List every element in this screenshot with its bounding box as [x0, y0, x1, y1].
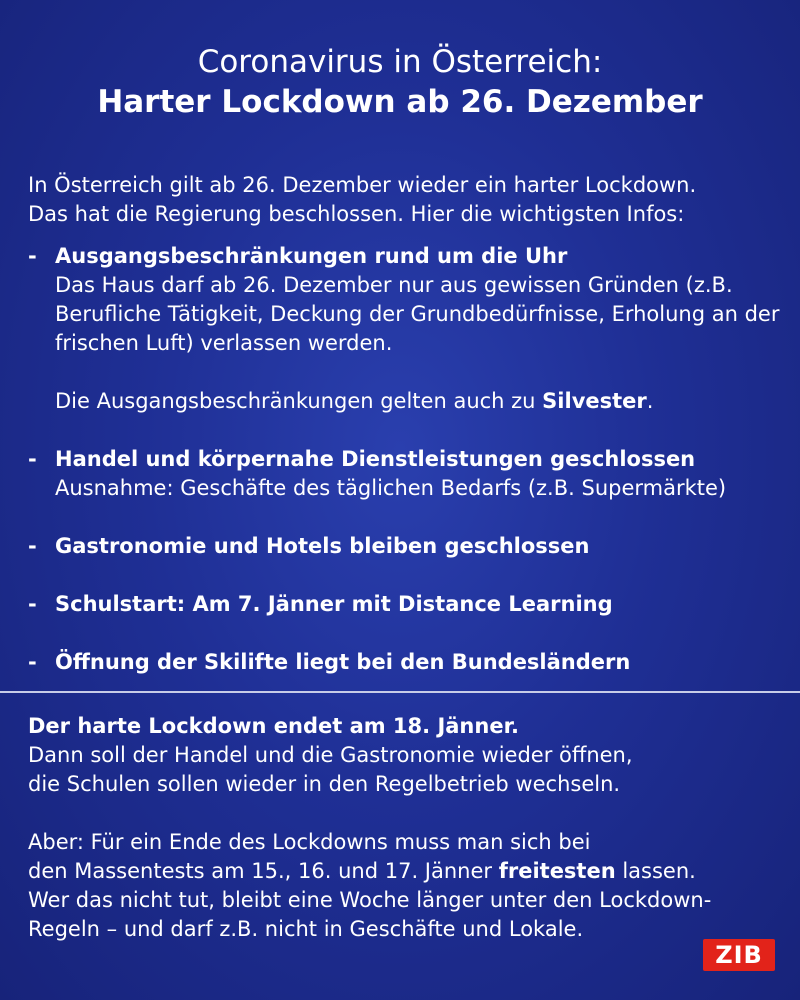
lockdown-end-section	[28, 712, 793, 973]
lockdown-end-heading: Der harte Lockdown endet am 18. Jänner.	[28, 714, 519, 738]
list-item	[28, 445, 788, 503]
info-list	[28, 242, 788, 706]
bullet-dash: -	[28, 447, 37, 471]
bullet-heading: Gastronomie und Hotels bleiben geschlossen	[55, 534, 590, 558]
paragraph-line: Dann soll der Handel und die Gastronomie wieder öffnen,	[28, 743, 633, 767]
freitesten-paragraph	[28, 828, 793, 944]
bullet-extra-text: Die Ausgangsbeschränkungen gelten auch zu	[55, 389, 543, 413]
bullet-heading: Schulstart: Am 7. Jänner mit Distance Learning	[55, 592, 613, 616]
intro-text	[28, 171, 788, 229]
bullet-heading: Öffnung der Skilifte liegt bei den Bundesländern	[55, 650, 631, 674]
section-divider	[0, 691, 800, 693]
paragraph-line: die Schulen sollen wieder in den Regelbetrieb wechseln.	[28, 772, 621, 796]
bullet-dash: -	[28, 244, 37, 268]
list-item	[28, 648, 788, 677]
title-line-2: Harter Lockdown ab 26. Dezember	[97, 84, 703, 120]
list-item	[28, 532, 788, 561]
bullet-body: Ausnahme: Geschäfte des täglichen Bedarfs (z.B. Supermärkte)	[55, 476, 727, 500]
list-item	[28, 242, 788, 416]
bullet-body: Das Haus darf ab 26. Dezember nur aus gewissen Gründen (z.B. Berufliche Tätigkeit, Deckung der Grundbedürfnisse, Erholung an der frischen Luft) verlassen werden.	[55, 273, 780, 355]
bullet-dash: -	[28, 592, 37, 616]
paragraph-text: lassen.	[615, 859, 696, 883]
bullet-dash: -	[28, 650, 37, 674]
bullet-extra-bold: Silvester	[542, 389, 647, 413]
bullet-dash: -	[28, 534, 37, 558]
list-item	[28, 590, 788, 619]
intro-line-1: In Österreich gilt ab 26. Dezember wieder ein harter Lockdown.	[28, 173, 697, 197]
bullet-heading: Handel und körpernahe Dienstleistungen geschlossen	[55, 447, 696, 471]
paragraph-line: Aber: Für ein Ende des Lockdowns muss man sich bei	[28, 830, 591, 854]
paragraph-line	[28, 857, 793, 886]
title-line-1: Coronavirus in Österreich:	[197, 44, 603, 80]
bullet-extra-end: .	[646, 389, 654, 413]
paragraph-line: Regeln – und darf z.B. nicht in Geschäfte und Lokale.	[28, 917, 584, 941]
paragraph-bold: freitesten	[498, 859, 616, 883]
bullet-heading: Ausgangsbeschränkungen rund um die Uhr	[55, 244, 568, 268]
zib-logo: ZIB	[703, 939, 775, 971]
bullet-extra	[55, 387, 788, 416]
lockdown-end-paragraph	[28, 712, 793, 799]
paragraph-line: Wer das nicht tut, bleibt eine Woche länger unter den Lockdown-	[28, 888, 712, 912]
intro-line-2: Das hat die Regierung beschlossen. Hier die wichtigsten Infos:	[28, 202, 685, 226]
page-title	[0, 42, 800, 122]
paragraph-text: den Massentests am 15., 16. und 17. Jänner	[28, 859, 499, 883]
